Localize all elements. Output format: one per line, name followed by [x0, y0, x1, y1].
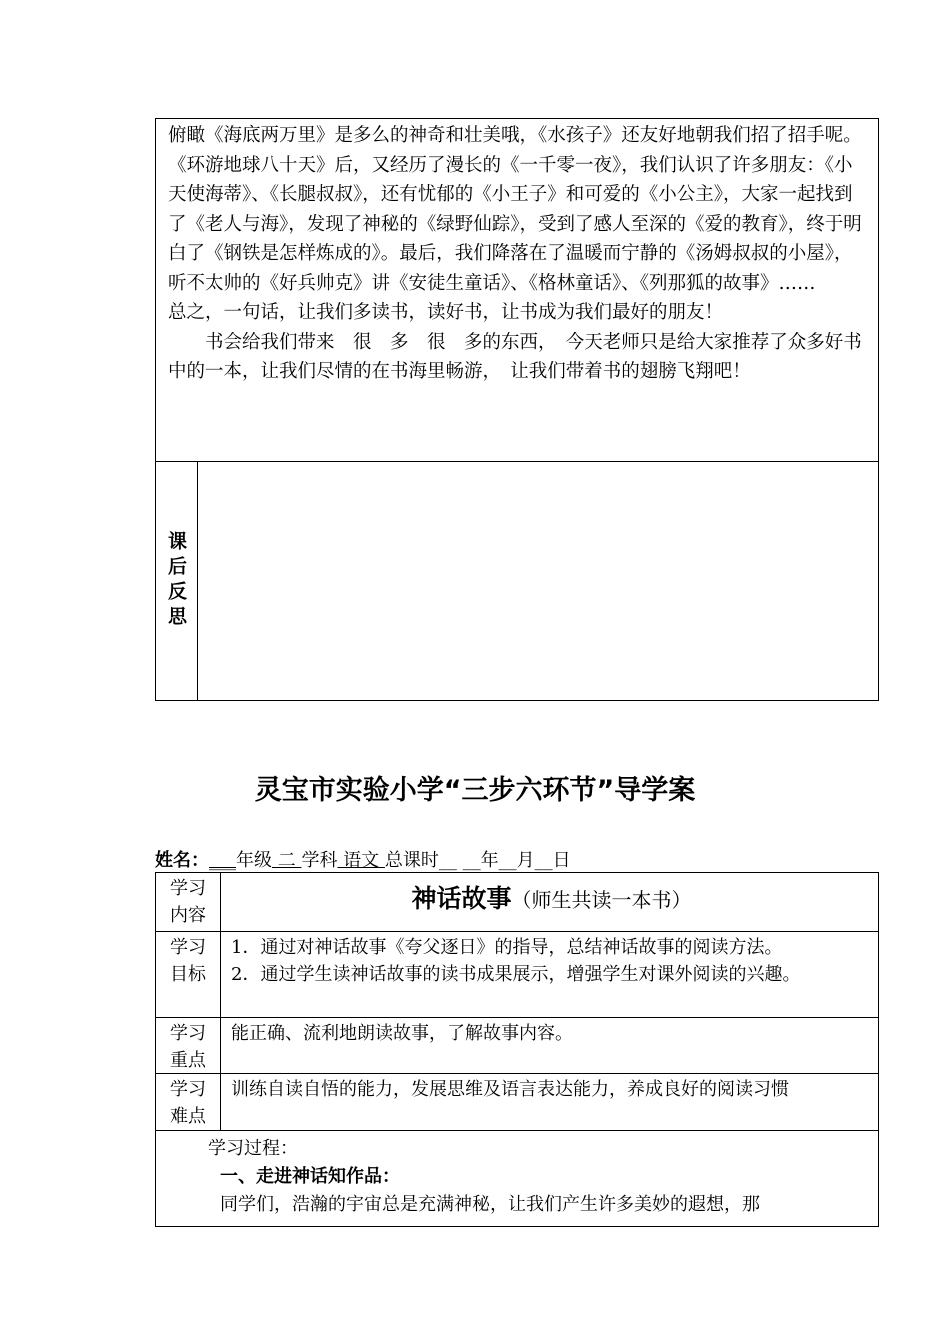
day-label: 日: [552, 850, 571, 871]
learning-goals-label: 学习 目标: [156, 932, 221, 1017]
difficulties-value: 训练自读自悟的能力，发展思维及语言表达能力，养成良好的阅读习惯: [231, 1079, 789, 1100]
book-journey-paragraph: 俯瞰《海底两万里》是多么的神奇和壮美哦，《水孩子》还友好地朝我们招了招手呢。《环游地球八十天》后，又经历了漫长的《一千零一夜》，我们认识了许多朋友：《小天使海蒂》、《长腿叔叔》，还有忧郁的《小王子》和可爱的《小公主》，大家一起找到了《老人与海》，发现了神秘的《绿野仙踪》，受到了感人至深的《爱的教育》，终于明白了《钢铁是怎样炼成的》。最后，我们降落在了温暖而宁静的《汤姆叔叔的小屋》，听不太帅的《好兵帅克》讲《安徒生童话》、《格林童话》、《列那狐的故事》……: [168, 125, 862, 294]
content-subtitle: （师生共读一本书）: [511, 888, 692, 912]
reflection-label-cell: [156, 462, 198, 700]
reading-recommendation-table: [155, 118, 879, 701]
total-lessons-blank: __ __: [438, 850, 481, 871]
page-title: 灵宝市实验小学“三步六环节”导学案: [254, 775, 696, 806]
learning-content-value: [221, 873, 878, 931]
difficulties-label: 学习 难点: [156, 1074, 221, 1130]
key-points-value: 能正确、流利地朗读故事，了解故事内容。: [231, 1023, 573, 1044]
summary-paragraph: 总之，一句话，让我们多读书，读好书，让书成为我们最好的朋友！: [168, 302, 724, 323]
grade-label: 年级: [236, 850, 272, 871]
month-label: 月: [516, 850, 535, 871]
reflection-label: 课后反思: [165, 531, 187, 631]
subject-value: 语文: [337, 850, 385, 871]
reflection-content-cell: [198, 462, 878, 700]
key-points-label: 学习 重点: [156, 1018, 221, 1073]
total-lessons-label: 总课时: [384, 850, 439, 871]
key-points-row: [156, 1018, 878, 1074]
month-blank: __: [498, 850, 517, 871]
subject-label: 学科: [301, 850, 338, 871]
process-label: 学习过程：: [208, 1138, 298, 1159]
step-heading: 一、走进神话知作品：: [220, 1166, 400, 1187]
name-blank: ___: [209, 850, 236, 871]
day-blank: __: [534, 850, 553, 871]
study-plan-table: [155, 872, 879, 1227]
recommendation-text-cell: [156, 119, 878, 462]
grade-value: 二: [272, 850, 302, 871]
learning-content-label: 学习 内容: [156, 873, 221, 931]
goal-item: 1．通过对神话故事《夸父逐日》的指导，总结神话故事的阅读方法。: [231, 937, 783, 958]
goal-item: 2．通过学生读神话故事的读书成果展示，增强学生对课外阅读的兴趣。: [231, 964, 801, 985]
name-label: 姓名：: [155, 850, 209, 871]
learning-goals-row: [156, 932, 878, 1018]
learning-content-row: [156, 873, 878, 932]
closing-paragraph: 书会给我们带来 很 多 很 多的东西， 今天老师只是给大家推荐了众多好书中的一本，让我们尽情的在书海里畅游， 让我们带着书的翅膀飞翔吧！: [168, 331, 862, 382]
content-title: 神话故事: [411, 884, 512, 913]
learning-goals-value: [221, 932, 878, 1017]
step-text: 同学们，浩瀚的宇宙总是充满神秘，让我们产生许多美妙的遐想，那: [220, 1194, 760, 1215]
student-info-line: [155, 846, 571, 872]
year-label: 年: [480, 850, 499, 871]
learning-process-cell: [156, 1131, 878, 1226]
difficulties-row: [156, 1074, 878, 1131]
